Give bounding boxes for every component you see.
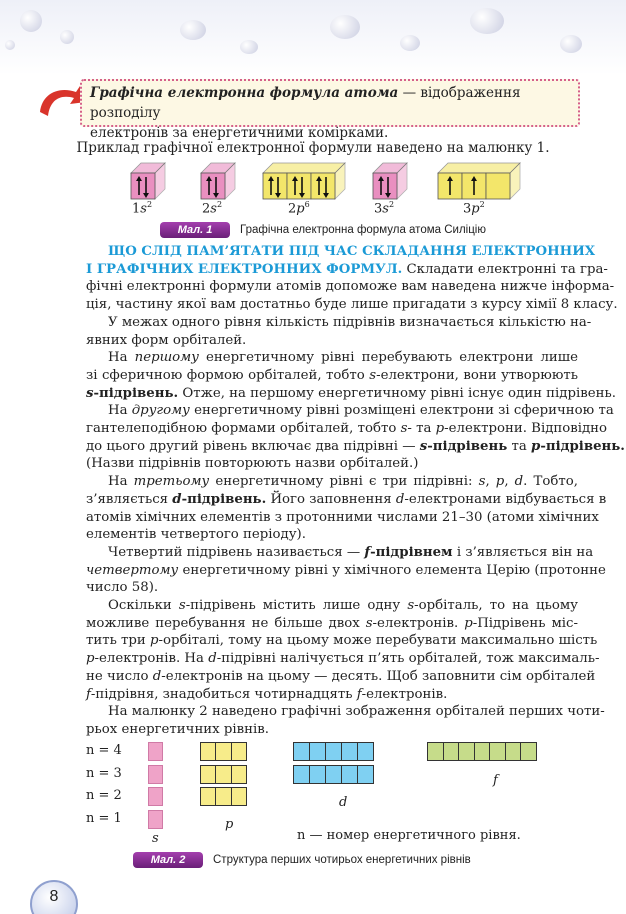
definition-box: [80, 79, 580, 141]
orbital-cell-d: [357, 765, 374, 784]
text-span: -електронів.: [372, 615, 465, 631]
text-line: [86, 455, 578, 473]
orbital-cell: [486, 173, 510, 199]
text-line: [86, 615, 578, 633]
text-span: Складати електронні та гра-: [402, 261, 608, 277]
bold-term: -підрівнем: [370, 544, 453, 560]
sublevel-label-f: f: [493, 773, 498, 788]
paragraph: [86, 402, 625, 473]
text-span: енергетичному рівні у хімічного елемента Церію (протонне: [178, 562, 606, 578]
text-span: f: [356, 686, 362, 702]
text-line: [86, 579, 578, 597]
paragraph: [86, 473, 607, 544]
text-line: [86, 491, 607, 509]
orbital-cell-p: [215, 787, 231, 806]
orbital-cell: [373, 173, 397, 199]
orbital-cell-p: [215, 765, 231, 784]
orbital-cell-d: [341, 742, 358, 761]
orbital-cell: [201, 173, 225, 199]
text-line: [86, 703, 605, 721]
orbital-cell-p: [200, 765, 216, 784]
sublevel-label-s: s: [152, 831, 159, 846]
orbital-cell-f: [505, 742, 522, 761]
bold-term: p: [531, 438, 541, 454]
orbital-cell-f: [474, 742, 491, 761]
text-span: та: [507, 438, 531, 454]
figure1-orbital-diagram: [0, 160, 626, 220]
text-span: У межах одного рівня кількість підрівнів визначається кількістю на-: [108, 314, 592, 330]
text-span: -електронами відбувається в: [404, 491, 607, 507]
bold-term: -підрівень.: [540, 438, 625, 454]
figure1-caption-text: Графічна електронна формула атома Силіцію: [240, 224, 486, 236]
figure1-badge: Мал. 1: [160, 222, 230, 238]
level-label: n = 4: [86, 743, 122, 758]
text-line: [86, 278, 615, 296]
text-span: s: [369, 367, 377, 383]
orbital-cell-d: [357, 742, 374, 761]
definition-text: — відображення розподілу: [90, 85, 521, 121]
orbital-cell-s: [148, 765, 163, 784]
text-span: s: [400, 421, 408, 437]
orbital-cell-s: [148, 810, 163, 829]
text-span: енергетичному рівні розміщені електрони зі сферичною та: [189, 403, 614, 419]
paragraph: [86, 544, 606, 597]
text-span: елементів четвертого періоду).: [86, 527, 306, 543]
bold-term: s: [419, 438, 428, 454]
orbital-group-2p: [262, 162, 346, 200]
orbital-cell-d: [341, 765, 358, 784]
text-line: [86, 597, 578, 615]
text-span: можливе перебування не більше двох: [86, 615, 366, 631]
text-line: [86, 243, 596, 261]
decorative-bubbles-header: [0, 0, 626, 75]
text-span: -електронів.: [361, 686, 448, 702]
orbital-cell-s: [148, 787, 163, 806]
text-line: [86, 367, 578, 385]
level-label: n = 1: [86, 811, 122, 826]
text-span: (Назви підрівнів повторюють назви орбіталей.): [86, 456, 419, 472]
orbital-group-3s: [372, 162, 408, 200]
orbital-group-2s: [200, 162, 236, 200]
text-span: - та: [407, 421, 436, 437]
text-span: тить три: [86, 633, 150, 649]
text-span: і з’являється він на: [452, 544, 594, 560]
text-span: s: [365, 615, 373, 631]
text-span: з’являється: [86, 491, 173, 507]
level-label: n = 2: [86, 788, 122, 803]
text-span: атомів хімічних елементів з протонними числами 21–30 (атоми хімічних: [86, 509, 599, 525]
body-text: [86, 243, 625, 739]
orbital-cell: [287, 173, 311, 199]
text-span: f: [86, 686, 91, 702]
definition-text-line2: електронів за енергетичними комірками.: [90, 125, 389, 141]
text-span: p: [495, 474, 505, 490]
paragraph: [86, 314, 592, 349]
text-span: s: [478, 474, 486, 490]
orbital-cell-d: [309, 765, 326, 784]
orbital-cell-f: [427, 742, 444, 761]
orbital-label-2s: $2s^2$: [202, 200, 223, 217]
orbital-group-1s: [130, 162, 166, 200]
text-line: [86, 296, 618, 314]
text-span: Отже, на першому енергетичному рівні існує один підрівень.: [178, 385, 616, 401]
orbital-cell-p: [231, 742, 247, 761]
orbital-cell-f: [520, 742, 537, 761]
text-span: не число: [86, 668, 153, 684]
text-span: -електрони, вони утворюють: [376, 367, 579, 383]
text-span: s: [407, 598, 415, 614]
text-span: На: [108, 474, 134, 490]
orbital-cell-p: [200, 742, 216, 761]
bold-term: -підрівень: [427, 438, 508, 454]
text-span: зі сферичною формою орбіталей, тобто: [86, 367, 370, 383]
bold-term: -підрівень.: [93, 385, 179, 401]
orbital-cell-p: [200, 787, 216, 806]
text-span: p: [150, 633, 159, 649]
paragraph: [86, 597, 600, 703]
text-span: ,: [504, 474, 515, 490]
paragraph: [86, 703, 605, 738]
section-heading-text: ЩО СЛІД ПАМ’ЯТАТИ ПІД ЧАС СКЛАДАННЯ ЕЛЕКТРОННИХ: [108, 244, 596, 259]
figure2-caption-text: Структура перших чотирьох енергетичних рівнів: [213, 854, 471, 866]
text-line: [86, 473, 578, 491]
text-line: [86, 668, 596, 686]
text-span: фічні електронні формули атомів допоможе вам наведена нижче інформа-: [86, 279, 615, 295]
text-span: -підрівня, знадобиться чотирнадцять: [90, 686, 357, 702]
orbital-cell-f: [489, 742, 506, 761]
text-span: ція, частину якої вам достатньо буде лише пригадати з курсу хімії 8 класу.: [86, 297, 618, 313]
text-span: s: [178, 598, 186, 614]
text-span: p: [86, 651, 95, 667]
text-span: На: [108, 350, 135, 366]
text-span: p: [464, 615, 473, 631]
orbital-cell-p: [215, 742, 231, 761]
text-span: d: [514, 474, 524, 490]
text-line: [86, 544, 594, 562]
text-line: [86, 438, 625, 456]
orbital-cell-d: [325, 765, 342, 784]
text-line: [86, 686, 578, 704]
orbital-cell-p: [231, 765, 247, 784]
orbital-cell-f: [443, 742, 460, 761]
text-span: . Тобто,: [523, 474, 578, 490]
text-span: третьому: [133, 474, 210, 490]
bold-term: f: [364, 544, 371, 560]
text-line: [86, 314, 592, 332]
text-span: Четвертий підрівень називається —: [108, 544, 365, 560]
text-span: d: [152, 668, 162, 684]
text-span: енергетичному рівні є три підрівні:: [209, 474, 479, 490]
orbital-cell-p: [231, 787, 247, 806]
bold-term: d: [172, 491, 182, 507]
text-span: ,: [485, 474, 496, 490]
text-span: -електронів на цьому — десять. Щоб заповнити сім орбіталей: [161, 668, 596, 684]
orbital-cell-d: [293, 765, 310, 784]
text-line: [86, 650, 600, 668]
sublevel-label-p: p: [225, 817, 234, 832]
figure2-badge: Мал. 2: [133, 852, 203, 868]
text-span: Його заповнення: [266, 491, 396, 507]
definition-term: Графічна електронна формула атома: [90, 85, 399, 101]
orbital-cell: [131, 173, 155, 199]
text-span: рьох енергетичних рівнів.: [86, 721, 269, 737]
text-span: -Підрівень міс-: [472, 615, 578, 631]
text-line: [86, 332, 578, 350]
text-span: -електронів. На: [94, 651, 209, 667]
text-span: число 58).: [86, 580, 159, 596]
text-span: -підрівень містить лише одну: [185, 598, 408, 614]
section-heading-text: І ГРАФІЧНИХ ЕЛЕКТРОННИХ ФОРМУЛ.: [86, 261, 403, 277]
text-span: -електрони. Відповідно: [444, 421, 608, 437]
level-label: n = 3: [86, 766, 122, 781]
text-span: -орбіталь, то на цьому: [414, 598, 578, 614]
orbital-label-1s: $1s^2$: [132, 200, 153, 217]
text-span: Оскільки: [108, 598, 179, 614]
orbital-cell-d: [309, 742, 326, 761]
page-number: 8: [30, 880, 78, 914]
text-span: гантелеподібною формами орбіталей, тобто: [86, 421, 401, 437]
text-span: -підрівні налічується п’ять орбіталей, тож максималь-: [216, 651, 600, 667]
text-span: першому: [134, 350, 199, 366]
bold-term: s: [86, 385, 94, 401]
orbital-cell: [263, 173, 287, 199]
text-span: -орбіталі, тому на цьому може перебувати максимально шість: [158, 633, 598, 649]
text-line: [86, 526, 578, 544]
text-line: [86, 261, 608, 279]
text-line: [86, 402, 614, 420]
sublevel-label-d: d: [339, 795, 348, 810]
text-line: [86, 509, 599, 527]
orbital-label-3s: $3s^2$: [374, 200, 395, 217]
text-line: [86, 562, 606, 580]
text-span: другому: [131, 403, 190, 419]
figure1-intro: Приклад графічної електронної формули наведено на малюнку 1.: [76, 140, 550, 156]
text-line: [86, 632, 598, 650]
text-line: [86, 349, 578, 367]
text-span: На: [108, 403, 132, 419]
figure2-caption: [133, 852, 471, 868]
figure1-caption: [160, 222, 486, 238]
section-heading-paragraph: [86, 243, 618, 314]
figure2-note: n — номер енергетичного рівня.: [297, 828, 521, 843]
text-span: явних форм орбіталей.: [86, 332, 247, 348]
orbital-group-3p: [437, 162, 521, 200]
orbital-cell: [311, 173, 335, 199]
bold-term: -підрівень.: [181, 491, 267, 507]
text-span: d: [395, 491, 405, 507]
orbital-cell-f: [458, 742, 475, 761]
orbital-label-2p: $2p^6$: [288, 200, 310, 217]
orbital-cell-s: [148, 742, 163, 761]
text-span: p: [435, 421, 445, 437]
text-span: до цього другий рівень включає два підрівні —: [86, 438, 420, 454]
orbital-label-3p: $3p^2$: [463, 200, 485, 217]
text-span: енергетичному рівні перебувають електрони лише: [198, 350, 579, 366]
paragraph: [86, 349, 616, 402]
orbital-cell-d: [325, 742, 342, 761]
orbital-cell-d: [293, 742, 310, 761]
text-line: [86, 385, 616, 403]
text-span: четвертому: [86, 562, 179, 578]
text-span: На малюнку 2 наведено графічні зображення орбіталей перших чоти-: [108, 704, 605, 720]
text-span: d: [208, 651, 217, 667]
text-line: [86, 420, 608, 438]
